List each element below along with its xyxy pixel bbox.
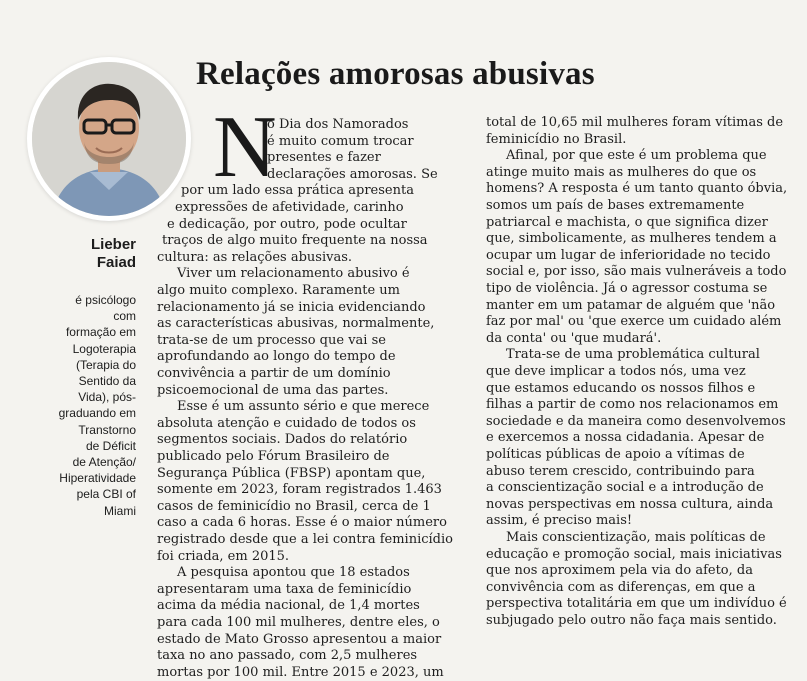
- text-line: feminicídio no Brasil.: [486, 131, 627, 147]
- text-line: assim, é preciso mais!: [486, 513, 633, 529]
- bio-line: de Déficit: [85, 438, 136, 453]
- bio-line: Vida), pós-: [78, 390, 136, 405]
- text-line: registrado desde que a lei contra feminicídio: [157, 532, 453, 547]
- text-line: cultura: as relações abusivas.: [157, 249, 353, 265]
- text-line: Trata-se de uma problemática cultural: [506, 347, 760, 363]
- text-line: faz por mal' ou 'que exerce um cuidado além: [486, 314, 782, 330]
- text-line: somente em 2023, foram registrados 1.463: [157, 482, 442, 498]
- text-line: novas perspectivas em nossa cultura, ainda: [486, 496, 774, 512]
- text-line: somos um país de bases extremamente: [486, 198, 745, 213]
- text-line: tipo de violência. Já o agressor costuma se: [486, 281, 768, 296]
- text-line: e dedicação, por outro, pode ocultar: [167, 216, 407, 232]
- text-line: educação e promoção social, mais iniciativas: [486, 546, 782, 562]
- bio-line: graduando em: [58, 406, 136, 421]
- text-line: presentes e fazer: [267, 150, 381, 166]
- text-line: declarações amorosas. Se: [267, 166, 438, 182]
- text-line: total de 10,65 mil mulheres foram vítimas de: [486, 115, 784, 130]
- bio-line: Hiperatividade: [59, 471, 136, 486]
- bio-line: pela CBI of: [76, 487, 136, 502]
- text-line: mortas por 100 mil. Entre 2015 e 2023, um: [157, 664, 444, 680]
- author-description: [10, 292, 136, 519]
- text-line: e exercemos a nossa cidadania. Apesar de: [486, 430, 765, 446]
- text-line: Mais conscientização, mais políticas de: [506, 530, 766, 545]
- text-line: que estamos educando os nossos filhos e: [486, 380, 756, 396]
- text-line: subjugado pelo outro não faça mais sentido.: [486, 613, 777, 628]
- text-line: perspectiva totalitária em que um indivíduo é: [486, 596, 787, 612]
- bio-line: Miami: [104, 503, 136, 518]
- text-line: políticas públicas de apoio a vítimas de: [486, 447, 745, 462]
- text-line: convivência a partir de um domínio: [157, 366, 391, 381]
- bio-line: com: [113, 309, 136, 324]
- text-line: algo muito complexo. Raramente um: [157, 283, 400, 298]
- text-line: expressões de afetividade, carinho: [175, 200, 404, 215]
- text-line: relacionamento já se inicia evidenciando: [157, 299, 426, 315]
- text-line: manter em um patamar de alguém que 'não: [486, 297, 776, 313]
- text-line: apresentaram uma taxa de feminicídio: [157, 581, 412, 597]
- text-line: ocupar um lugar de inferioridade no tecido: [486, 247, 771, 263]
- text-line: estado de Mato Grosso apresentou a maior: [157, 631, 442, 647]
- text-line: publicado pelo Fórum Brasileiro de: [157, 449, 390, 464]
- text-line: que nos aproximem pela via do afeto, da: [486, 563, 753, 579]
- text-line: taxa no ano passado, com 2,5 mulheres: [157, 648, 418, 664]
- text-line: que, simbolicamente, as mulheres tendem a: [486, 231, 777, 247]
- author-bio: [10, 236, 136, 519]
- text-line: convivência com as diferenças, em que a: [486, 579, 756, 595]
- text-line: Esse é um assunto sério e que merece: [177, 399, 430, 415]
- text-line: A pesquisa apontou que 18 estados: [177, 565, 410, 581]
- text-line: Afinal, por que este é um problema que: [506, 148, 767, 164]
- text-line: sociedade e da maneira como desenvolvemos: [486, 413, 786, 429]
- drop-cap: N: [213, 99, 277, 196]
- text-line: traços de algo muito frequente na nossa: [162, 233, 428, 249]
- article-title: Relações amorosas abusivas: [196, 56, 595, 92]
- text-line: segmentos sociais. Dados do relatório: [157, 432, 408, 448]
- text-line: caso a cada 6 horas. Esse é o maior número: [157, 515, 447, 531]
- text-line: foi criada, em 2015.: [157, 548, 290, 564]
- text-line: atinge muito mais as mulheres do que os: [486, 164, 757, 180]
- text-line: Viver um relacionamento abusivo é: [177, 266, 410, 282]
- text-line: Segurança Pública (FBSP) apontam que,: [157, 465, 426, 481]
- text-line: filhas a partir de como nos relacionamos em: [486, 397, 779, 413]
- text-line: o Dia dos Namorados: [267, 117, 409, 132]
- author-portrait-illustration: [32, 62, 186, 216]
- text-line: da conta' ou 'que mudará'.: [486, 330, 662, 346]
- bio-line: Sentido da: [78, 374, 136, 389]
- bio-line: (Terapia do: [75, 357, 136, 372]
- text-line: patriarcal e machista, o que significa dizer: [486, 214, 768, 230]
- text-line: abuso terem crescido, contribuindo para: [486, 463, 755, 479]
- text-line: a conscientização social e a introdução de: [486, 480, 764, 496]
- text-line: trata-se de um processo que vai se: [157, 332, 386, 348]
- text-line: psicoemocional de uma das partes.: [157, 382, 389, 398]
- text-line: absoluta atenção e cuidado de todos os: [157, 415, 416, 431]
- text-line: homens? A resposta é um tanto quanto óbvia,: [486, 181, 788, 197]
- text-line: casos de feminicídio no Brasil, cerca de 1: [157, 498, 431, 514]
- text-line: acima da média nacional, de 1,4 mortes: [157, 598, 420, 614]
- text-line: para cada 100 mil mulheres, dentre eles, o: [157, 615, 440, 630]
- text-line: é muito comum trocar: [267, 133, 414, 149]
- bio-line: Transtorno: [78, 422, 136, 437]
- bio-line: formação em: [65, 325, 136, 340]
- text-line: social e, por isso, são mais vulneráveis a todo: [486, 264, 787, 280]
- text-line: por um lado essa prática apresenta: [181, 183, 414, 199]
- text-line: as características abusivas, normalmente,: [157, 316, 435, 332]
- author-photo: [32, 62, 186, 216]
- author-name: Lieber Faiad: [90, 236, 136, 271]
- text-line: que deve implicar a todos nós, uma vez: [486, 364, 746, 379]
- text-line: aprofundando ao longo do tempo de: [157, 349, 396, 365]
- bio-line: de Atenção/: [72, 455, 136, 470]
- bio-line: Logoterapia: [72, 341, 136, 356]
- bio-line: é psicólogo: [75, 293, 136, 307]
